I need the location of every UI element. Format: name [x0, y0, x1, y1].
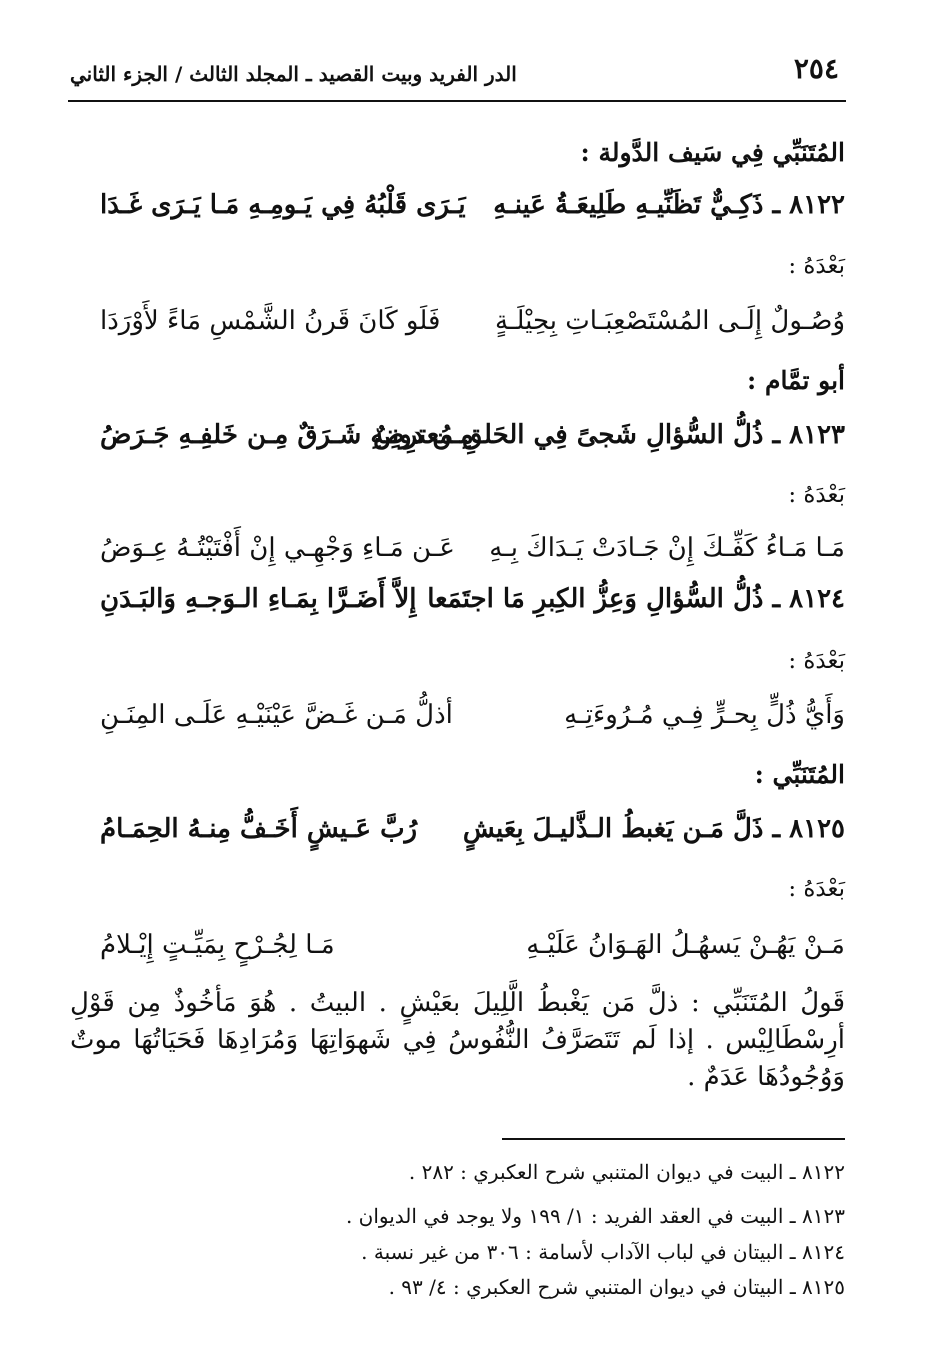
poet-attribution: أبو تمَّام :	[747, 366, 845, 395]
verse-first-hemistich: مَـنْ يَهُـنْ يَسهُـلُ الهَـوَانُ عَلَيْـهِ	[526, 930, 845, 960]
header-rule	[68, 100, 846, 102]
verse-8123	[100, 420, 845, 470]
poet-attribution: المُتَنَبِّي فِي سَيف الدَّولة :	[580, 138, 845, 167]
footnote-rule	[502, 1138, 845, 1140]
footnote-8124: ٨١٢٤ ـ البيتان في لباب الآداب لأسامة : ٣٠٦ من غير نسبة .	[361, 1240, 845, 1264]
after-label: بَعْدَهُ :	[788, 648, 845, 674]
verse-second-hemistich: فَلَو كَانَ قَرنُ الشَّمْسِ مَاءً لأَوْرَدَا	[100, 306, 441, 336]
verse-8124-continuation	[100, 700, 845, 750]
verse-first-hemistich: وُصُـولٌ إِلَـى المُسْتَصْعِبَـاتِ بِحِيْلَـةٍ	[495, 306, 845, 336]
verse-first-hemistich: ٨١٢٣ ـ ذُلُّ السُّؤالِ شَجىً فِي الحَلقِ مُعترِضٌ	[373, 420, 845, 450]
page-header	[70, 52, 845, 100]
verse-first-hemistich: ٨١٢٢ ـ ذَكِـيٌّ تَظَنِّيـهِ طَلِيعَـةُ عَينـهِ	[493, 190, 845, 220]
verse-second-hemistich: إِلاَّ أَضَـرَّا بِمَـاءِ الـوَجـهِ وَالبَـدَنِ	[100, 584, 417, 614]
verse-8124	[100, 584, 845, 634]
commentary-paragraph: قَولُ المُتَنَبِّي : ذلَّ مَن يَغْبطُ الَّلِيلَ بعَيْشٍ . البيتُ . هُوَ مَأخُوذٌ مِن قَوْلِ أرِسْطَالِيْس . إذا لَم تَتَصَرَّفُ النُّفُوسُ فِي شَهوَاتِهَا وَمُرَادِهَا فَحَيَاتُهَا موتٌ وَوُجُودُهَا عَدَمٌ .	[70, 988, 845, 1092]
verse-second-hemistich: مَـا لِجُـرْحٍ بِمَيِّـتٍ إِيْـلامُ	[100, 930, 335, 960]
verse-8123-continuation	[100, 533, 845, 583]
verse-second-hemistich: عَـن مَـاءِ وَجْهِـي إِنْ أَفْتَيْتُـهُ عِـوَضُ	[100, 533, 455, 563]
verse-second-hemistich: رُبَّ عَـيشٍ أَخَـفُّ مِنـهُ الحِمَـامُ	[100, 814, 418, 844]
verse-second-hemistich: أذلُّ مَـن غَـضَّ عَيْنَيْـهِ عَلَـى المِنَـنِ	[100, 700, 453, 730]
verse-8125-continuation	[100, 930, 845, 980]
running-title: الدر الفريد وبيت القصيد ـ المجلد الثالث / الجزء الثاني	[70, 62, 517, 86]
footnote-8125: ٨١٢٥ ـ البيتان في ديوان المتنبي شرح العكبري : ٤/ ٩٣ .	[388, 1275, 845, 1299]
after-label: بَعْدَهُ :	[788, 876, 845, 902]
verse-8125	[100, 814, 845, 864]
verse-first-hemistich: ٨١٢٤ ـ ذُلُّ السُّؤالِ وَعِزُّ الكِبرِ مَا اجتَمَعا	[427, 584, 845, 614]
verse-first-hemistich: مَـا مَـاءُ كَفِّـكَ إِنْ جَـادَتْ يَـدَاكَ بِـهِ	[489, 533, 845, 563]
page-number: ٢٥٤	[793, 52, 839, 85]
verse-second-hemistich: مِـن دونِـهِ شَـرَقٌ مِـن خَلفِـهِ جَـرَضُ	[100, 420, 474, 450]
poet-attribution: المُتَنَبِّي :	[754, 760, 845, 789]
after-label: بَعْدَهُ :	[788, 482, 845, 508]
verse-second-hemistich: يَـرَى قَلْبُهُ فِي يَـومِـهِ مَـا يَـرَى غَـدَا	[100, 190, 466, 220]
verse-first-hemistich: وَأَيُّ ذُلٍّ بِحـرٍّ فِـي مُـرُوءَتِـهِ	[564, 700, 845, 730]
footnote-8123: ٨١٢٣ ـ البيت في العقد الفريد : ١/ ١٩٩ ولا يوجد في الديوان .	[345, 1204, 845, 1228]
verse-8122-continuation	[100, 306, 845, 356]
verse-first-hemistich: ٨١٢٥ ـ ذَلَّ مَـن يَغبطُ الـذَّليـلَ بِعَيشٍ	[462, 814, 845, 844]
verse-8122	[100, 190, 845, 240]
after-label: بَعْدَهُ :	[788, 253, 845, 279]
footnote-8122: ٨١٢٢ ـ البيت في ديوان المتنبي شرح العكبري : ٢٨٢ .	[408, 1160, 845, 1184]
